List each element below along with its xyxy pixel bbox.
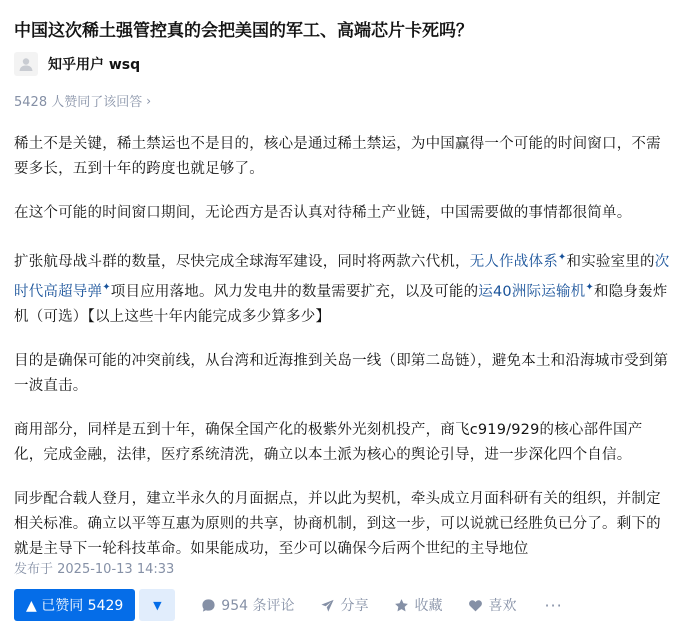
search-star-icon: ✦ bbox=[557, 252, 567, 263]
publish-time[interactable]: 发布于 2025-10-13 14:33 bbox=[14, 562, 175, 577]
heart-icon bbox=[468, 598, 483, 613]
comment-icon bbox=[201, 598, 216, 613]
downvote-button[interactable] bbox=[139, 589, 175, 621]
search-star-icon: ✦ bbox=[585, 281, 594, 293]
answer-paragraph: 在这个可能的时间窗口期间，无论西方是否认真对待稀土产业链，中国需要做的事情都很简单。 bbox=[14, 205, 632, 221]
keyword-link-label: 无人作战体系 bbox=[469, 253, 558, 270]
share-label: 分享 bbox=[340, 598, 369, 614]
answer-paragraph: 目的是确保可能的冲突前线，从台湾和近海推到关岛一线（即第二岛链），避免本土和沿海城市受到第一波直击。 bbox=[14, 352, 669, 394]
chevron-down-icon: ▼ bbox=[153, 598, 162, 612]
more-options-icon[interactable]: ··· bbox=[544, 595, 563, 615]
share-icon bbox=[320, 598, 335, 613]
paragraph-text: 和隐身轰炸机（可选）【以上这些十年内能完成多少算多少】 bbox=[14, 283, 668, 325]
votes-summary[interactable] bbox=[14, 91, 151, 110]
comment-button[interactable] bbox=[201, 595, 294, 615]
comment-label: 954 条评论 bbox=[221, 598, 295, 614]
paragraph-text: 和实验室里的 bbox=[566, 253, 655, 270]
votes-summary-text: 5428 人赞同了该回答 bbox=[14, 95, 143, 110]
share-button[interactable] bbox=[320, 595, 368, 615]
chevron-right-icon: › bbox=[146, 93, 152, 108]
answer-paragraph: 稀土不是关键，稀土禁运也不是目的，核心是通过稀土禁运，为中国赢得一个可能的时间窗口，不需要多长，五到十年的跨度也就足够了。 bbox=[14, 136, 661, 177]
question-title[interactable]: 中国这次稀土强管控真的会把美国的军工、高端芯片卡死吗？ bbox=[14, 21, 473, 41]
action-bar bbox=[14, 588, 670, 622]
favorite-button[interactable] bbox=[394, 595, 442, 615]
upvote-button[interactable] bbox=[14, 589, 135, 621]
keyword-link-label: 次时代高超导弹 bbox=[14, 253, 670, 300]
answer-paragraph: 同步配合载人登月，建立半永久的月面据点，并以此为契机，牵头成立月面科研有关的组织，并制定相关标准。确立以平等互惠为原则的共享，协商机制，到这一步，可以说就已经胜负已分了。剩下的就是主导下一轮科技革命。如果能成功，至少可以确保今后两个世纪的主导地位 bbox=[14, 490, 661, 557]
answer-paragraph: 商用部分，同样是五到十年，确保全国产化的极紫外光刻机投产，商飞c919/929的核心部件国产化，完成金融，法律，医疗系统清洗，确立以本土派为核心的舆论引导，进一步深化四个自信。 bbox=[14, 421, 643, 463]
answer-content bbox=[14, 132, 670, 581]
author-name[interactable]: 知乎用户 wsq bbox=[48, 57, 141, 73]
search-star-icon: ✦ bbox=[102, 281, 111, 293]
paragraph-text: 项目应用落地。风力发电井的数量需要扩充，以及可能的 bbox=[110, 283, 479, 300]
upvote-label: ▲ 已赞同 5429 bbox=[26, 598, 124, 614]
answer-paragraph bbox=[14, 245, 670, 330]
like-button[interactable] bbox=[468, 595, 516, 615]
favorite-label: 收藏 bbox=[414, 598, 443, 614]
keyword-link-label: 运40洲际运输机 bbox=[478, 283, 586, 300]
default-avatar-icon[interactable] bbox=[14, 52, 38, 76]
keyword-link-y40-transport[interactable] bbox=[478, 281, 594, 300]
author-info bbox=[14, 52, 140, 76]
bookmark-star-icon bbox=[394, 598, 409, 613]
like-label: 喜欢 bbox=[488, 598, 517, 614]
paragraph-text: 扩张航母战斗群的数量，尽快完成全球海军建设，同时将两款六代机， bbox=[14, 253, 470, 270]
keyword-link-unmanned-combat[interactable] bbox=[470, 254, 567, 270]
